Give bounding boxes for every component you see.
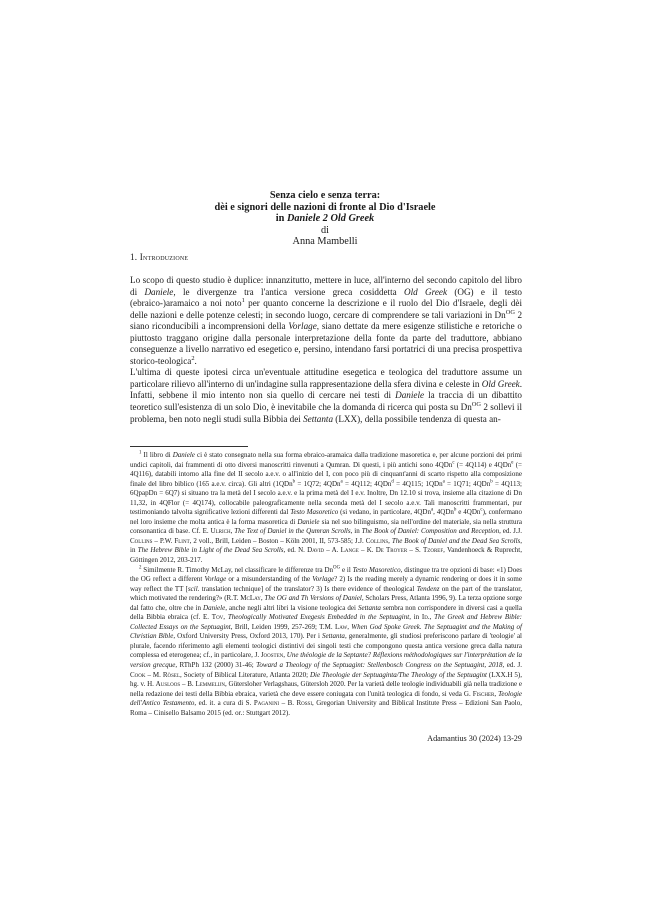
title-line-2: dèi e signori delle nazioni di fronte al Dio d'Israele xyxy=(214,201,436,213)
footnote-1-number: 1 xyxy=(139,450,142,456)
footnote-2-number: 2 xyxy=(139,565,142,571)
title-line-3 xyxy=(0,213,650,225)
section-number: 1. xyxy=(130,252,138,262)
paragraph-1: Lo scopo di questo studio è duplice: innanzitutto, mettere in luce, all'interno del secondo capitolo del libro di Daniele, le divergenze tra l'antica versione greca cosiddetta Old Greek (OG) e il testo (ebraico-)aramaico a noi noto$^1$ per quanto concerne la descrizione e il ruolo del Dio d'Israele, degli dèi delle nazioni e delle potenze celesti; in secondo luogo, cercare di comprendere se tali variazioni in $Dn^{OG}$ 2 siano riconducibili a incomprensioni della Vorlage, siano dettate da mere esigenze stilistiche e retoriche o piuttosto traggano origine dalla personale interpretazione della fonte da parte del traduttore, abbiano conseguenze a livello narrativo ed esegetico e, persino, intendano farsi portatrici di una precisa prospettiva storico-teologica$^2$. xyxy=(130,275,522,366)
footnote-ref-1[interactable]: 1 xyxy=(241,297,245,305)
article-title-block xyxy=(0,190,650,248)
footnote-separator xyxy=(130,446,248,447)
footnotes xyxy=(130,451,522,718)
footnote-2: $^2$ Similmente R. Timothy McLay, nel classificare le differenze tra $Dn^{OG}$ e il Testo Masoretico, distingue tra tre opzioni di base: «1) Does the OG reflect a different Vorlage or a misunderstanding of the Vorlage? 2) Is the reading merely a dynamic rendering or does it in some way reflect the TT [scil. translation technique] of the translator? 3) Is there evidence of theological Tendenz on the part of the translator, which motivated the rendering?» (R.T. McLay, The OG and Th Versions of Daniel, Scholars Press, Atlanta 1996, 9). La terza opzione sorge dal fatto che, oltre che in Daniele, anche negli altri libri la visione teologica dei Settanta sembra non corrispondere in diversi casi a quella della Bibbia ebraica (cf. E. Tov, Theologically Motivated Exegesis Embedded in the Septuagint, in Id., The Greek and Hebrew Bible: Collected Essays on the Septuagint, Brill, Leiden 1999, 257-269; T.M. Law, When God Spoke Greek. The Septuagint and the Making of Christian Bible, Oxford University Press, Oxford 2013, 170). Per i Settanta, generalmente, gli studiosi preferiscono parlare di 'teologie' al plurale, facendo riferimento agli elementi teologici distintivi dei singoli testi che compongono questa antica versione greca dalla natura complessa ed eterogenea; cf., in particolare, J. Joosten, Une théologie de la Septante? Réflexions méthodologiques sur l'interprétation de la version grecque, RThPh 132 (2000) 31-46; Toward a Theology of the Septuagint: Stellenbosch Congress on the Septuagint, 2018, ed. J. Cook – M. Rösel, Society of Biblical Literature, Atlanta 2020; Die Theologie der Septuaginta/The Theology of the Septuagint (LXX.H 5), hg. v. H. Ausloos – B. Lemmelijn, Gütersloher Verlagshaus, Gütersloh 2020. Per la varietà delle teologie individuabili già nella tradizione e nella redazione dei testi della Bibbia ebraica, varietà che deve essere coniugata con l'unità teologica di fondo, si veda G. Fischer, Teologie dell'Antico Testamento, ed. it. a cura di S. Paganini – B. Rossi, Gregorian University and Biblical Institute Press – Edizioni San Paolo, Roma – Cinisello Balsamo 2015 (ed. or.: Stuttgart 2012). xyxy=(130,565,523,717)
paragraph-2: L'ultima di queste ipotesi circa un'eventuale attitudine esegetica e teologica del traduttore assume un particolare rilievo all'interno di un'indagine sulla rappresentazione della sfera divina e celeste in Old Greek. Infatti, sebbene il mio intento non sia quello di cercare nei testi di Daniele la traccia di un dibattito teoretico sull'esistenza di un solo Dio, è inevitabile che la domanda di ricerca qui posta su $Dn^{OG}$ 2 sollevi il problema, ben noto negli studi sulla Bibbia dei Settanta (LXX), della possibile tendenza di questa an- xyxy=(130,367,523,424)
byline-di: di xyxy=(320,224,329,236)
journal-reference: Adamantius 30 (2024) 13-29 xyxy=(427,734,522,743)
footnote-ref-2[interactable]: 2 xyxy=(191,354,195,362)
title-line-3-italic: Daniele 2 Old Greek xyxy=(286,213,375,224)
main-text xyxy=(130,275,522,425)
footnote-1: $^1$ Il libro di Daniele ci è stato consegnato nella sua forma ebraico-aramaica dalla tradizione masoretica e, per alcune porzioni dei primi undici capitoli, dai frammenti di otto diversi manoscritti rinvenuti a Qumran. Di questi, i più antichi sono 4QDn$^c$ (= 4Q114) e 4QDn$^e$ (= 4Q116), databili intorno alla fine del II secolo a.e.v. o all'inizio del I, con poco più di cinquant'anni di scarto rispetto alla composizione finale del libro biblico (165 a.e.v. circa). Gli altri (1QDn$^b$ = 1Q72; 4QDn$^a$ = 4Q112; 4QDn$^d$ = 4Q115; 1QDn$^a$ = 1Q71; 4QDn$^b$ = 4Q113; 6QpapDn = 6Q7) si situano tra la metà del I secolo a.e.v. e la prima metà del I e.v. Inoltre, Dn 12.10 si trova, insieme alla citazione di Dn 11,32, in 4QFlor (= 4Q174), collocabile paleograficamente nella seconda metà del I secolo a.e.v. Tali manoscritti frammentari, pur testimoniando talvolta significative lezioni differenti dal Testo Masoretico (si vedano, in particolare, 4QDn$^a$, 4QDn$^b$ e 4QDn$^c$), confermano nel loro insieme che molta antica è la forma masoretica di Daniele sia nel suo bilinguismo, sia nell'ordine del materiale, sia nella struttura consonantica di base. Cf. E. Ulrich, The Text of Daniel in the Qumran Scrolls, in The Book of Daniel: Composition and Reception, ed. J.J. Collins – P.W. Flint, 2 voll., Brill, Leiden – Boston – Köln 2001, II, 573-585; J.J. Collins, The Book of Daniel and the Dead Sea Scrolls, in The Hebrew Bible in Light of the Dead Sea Scrolls, ed. N. David – A. Lange – K. De Troyer – S. Tzoref, Vandenhoeck & Ruprecht, Göttingen 2012, 203-217. xyxy=(130,450,523,565)
section-title: Introduzione xyxy=(139,252,189,262)
section-heading xyxy=(130,252,188,262)
title-line-3-prefix: in xyxy=(275,213,287,224)
author-name: Anna Mambelli xyxy=(292,236,358,247)
title-line-1: Senza cielo e senza terra: xyxy=(269,190,381,201)
